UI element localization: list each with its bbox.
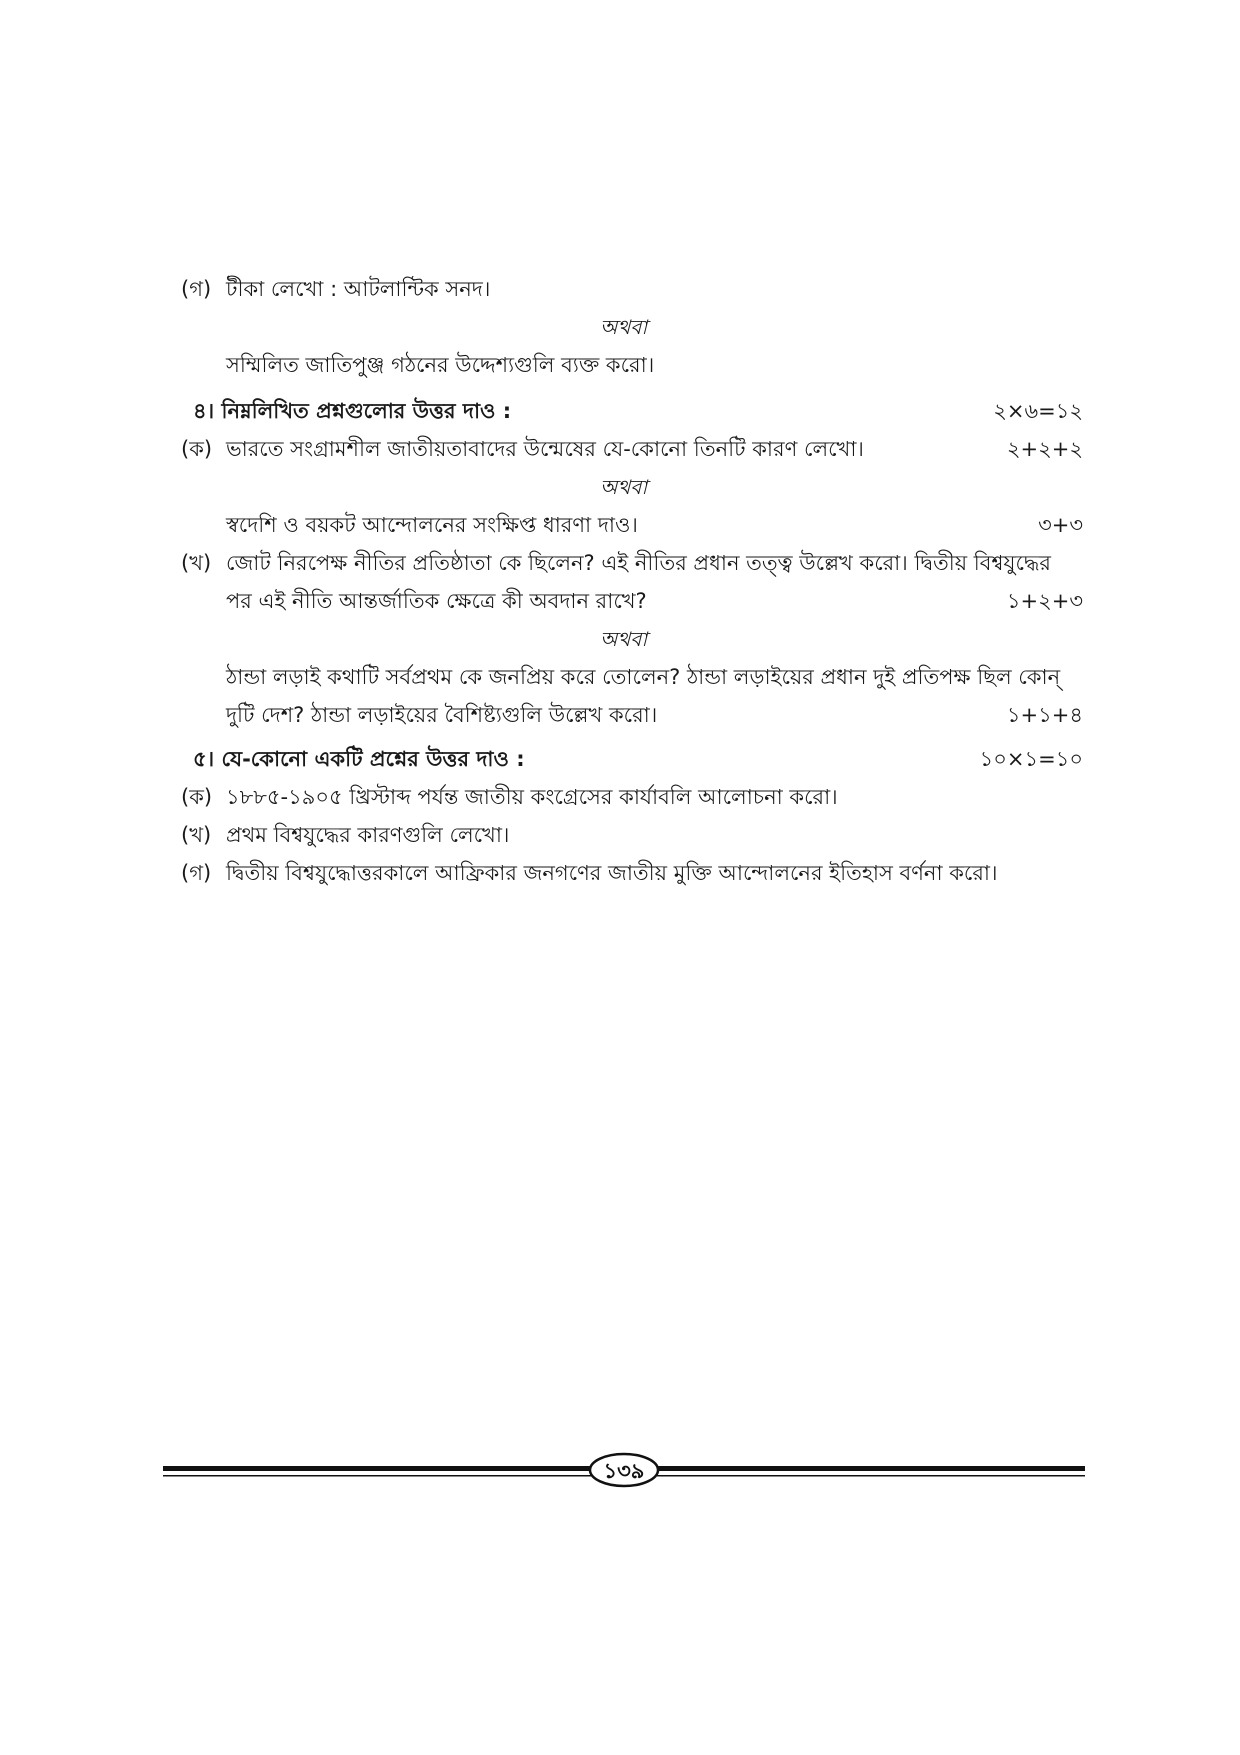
q4-kha-alt-line1: ঠান্ডা লড়াই কথাটি সর্বপ্রথম কে জনপ্রিয় করে তোলেন? ঠান্ডা লড়াইয়ের প্রধান দুই প্রতিপক্ষ ছিল কোন্ [226, 665, 1061, 689]
q4-kha-line1: জোট নিরপেক্ষ নীতির প্রতিষ্ঠাতা কে ছিলেন? এই নীতির প্রধান তত্ত্ব উল্লেখ করো। দ্বিতীয় বিশ্বযুদ্ধের [226, 551, 1051, 575]
q5-heading: ৫। যে-কোনো একটি প্রশ্নের উত্তর দাও : [193, 747, 525, 771]
q4-kha-alt-line2: দুটি দেশ? ঠান্ডা লড়াইয়ের বৈশিষ্ট্যগুলি উল্লেখ করো। [226, 703, 658, 727]
q5-kha-text: প্রথম বিশ্বযুদ্ধের কারণগুলি লেখো। [226, 823, 510, 847]
q4-marks: ২×৬=১২ [993, 399, 1083, 423]
q4-kha-alt-marks: ১+১+৪ [1006, 703, 1083, 727]
q5-ka-text: ১৮৮৫-১৯০৫ খ্রিস্টাব্দ পর্যন্ত জাতীয় কংগ্রেসের কার্যাবলি আলোচনা করো। [226, 785, 838, 809]
footer-rule-left [163, 1466, 591, 1477]
q4-ka-marks: ২+২+২ [1006, 437, 1083, 461]
q5-marks: ১০×১=১০ [979, 747, 1083, 771]
q5-kha-label: (খ) [181, 823, 212, 847]
q5-ga-label: (গ) [181, 861, 212, 885]
q4-or-1: অথবা [600, 475, 648, 499]
footer-page-number-ornament [163, 1450, 1085, 1490]
q4-ka-text: ভারতে সংগ্রামশীল জাতীয়তাবাদের উন্মেষের যে-কোনো তিনটি কারণ লেখো। [226, 437, 864, 461]
q4-kha-marks: ১+২+৩ [1006, 589, 1083, 613]
q3-ga-text: টীকা লেখো : আটলান্টিক সনদ। [226, 277, 491, 301]
q4-kha-label: (খ) [181, 551, 212, 575]
q4-ka-alt: স্বদেশি ও বয়কট আন্দোলনের সংক্ষিপ্ত ধারণা দাও। [226, 513, 638, 537]
q3-or: অথবা [600, 315, 648, 339]
footer-rule-right [657, 1466, 1085, 1477]
q3-ga-label: (গ) [181, 277, 212, 301]
q4-or-2: অথবা [600, 627, 648, 651]
q3-ga-alt: সম্মিলিত জাতিপুঞ্জ গঠনের উদ্দেশ্যগুলি ব্যক্ত করো। [226, 353, 655, 377]
q4-ka-label: (ক) [181, 437, 213, 461]
q4-heading: ৪। নিম্নলিখিত প্রশ্নগুলোর উত্তর দাও : [193, 399, 512, 423]
q4-kha-line2: পর এই নীতি আন্তর্জাতিক ক্ষেত্রে কী অবদান রাখে? [226, 589, 647, 613]
q4-ka-alt-marks: ৩+৩ [1038, 513, 1083, 537]
q5-ka-label: (ক) [181, 785, 213, 809]
page-number: ১৩৯ [603, 1459, 645, 1483]
q5-ga-text: দ্বিতীয় বিশ্বযুদ্ধোত্তরকালে আফ্রিকার জনগণের জাতীয় মুক্তি আন্দোলনের ইতিহাস বর্ণনা করো। [226, 861, 998, 885]
